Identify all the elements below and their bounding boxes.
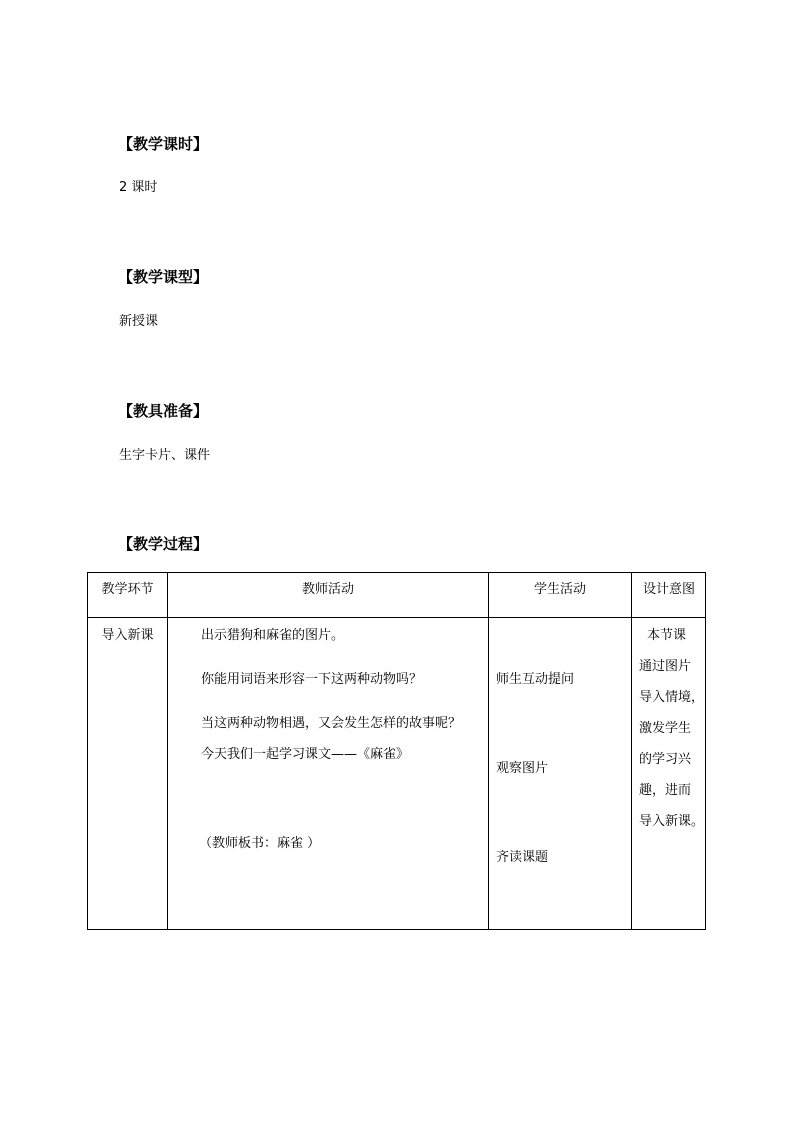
class-hours-value: 2 课时: [119, 180, 158, 195]
teacher-activity-line: 你能用词语来形容一下这两种动物吗？: [201, 672, 423, 687]
teacher-activity-line: 今天我们一起学习课文——《麻雀》: [201, 747, 410, 762]
table-column-divider: [488, 573, 489, 929]
table-cell-stage: 导入新课: [101, 628, 154, 643]
lesson-process-table: [87, 572, 706, 930]
table-header-design-intent: 设计意图: [642, 582, 695, 597]
design-intent-line: 本节课: [647, 628, 687, 643]
table-column-divider: [631, 573, 632, 929]
student-activity-line: 观察图片: [496, 761, 549, 776]
design-intent-line: 的学习兴: [639, 752, 692, 767]
teacher-activity-line: （教师板书：麻雀 ）: [199, 836, 321, 851]
student-activity-line: 齐读课题: [496, 850, 549, 865]
table-header-student-activity: 学生活动: [533, 582, 586, 597]
table-header-teacher-activity: 教师活动: [301, 582, 354, 597]
design-intent-line: 通过图片: [639, 659, 692, 674]
section-title-class-hours: 【教学课时】: [118, 135, 209, 153]
table-column-divider: [167, 573, 168, 929]
teacher-activity-line: 出示猎狗和麻雀的图片。: [201, 628, 345, 643]
design-intent-line: 趣，进而: [639, 783, 692, 798]
design-intent-line: 导入新课。: [639, 814, 705, 829]
section-title-materials: 【教具准备】: [118, 402, 209, 420]
materials-value: 生字卡片、课件: [119, 448, 211, 463]
design-intent-line: 导入情境，: [639, 690, 705, 705]
table-row-divider: [88, 617, 705, 618]
section-title-process: 【教学过程】: [118, 535, 209, 553]
lesson-type-value: 新授课: [119, 314, 159, 329]
section-title-lesson-type: 【教学课型】: [118, 268, 209, 286]
table-header-stage: 教学环节: [101, 582, 154, 597]
design-intent-line: 激发学生: [639, 721, 692, 736]
teacher-activity-line: 当这两种动物相遇，又会发生怎样的故事呢？: [201, 716, 462, 731]
student-activity-line: 师生互动提问: [496, 672, 575, 687]
